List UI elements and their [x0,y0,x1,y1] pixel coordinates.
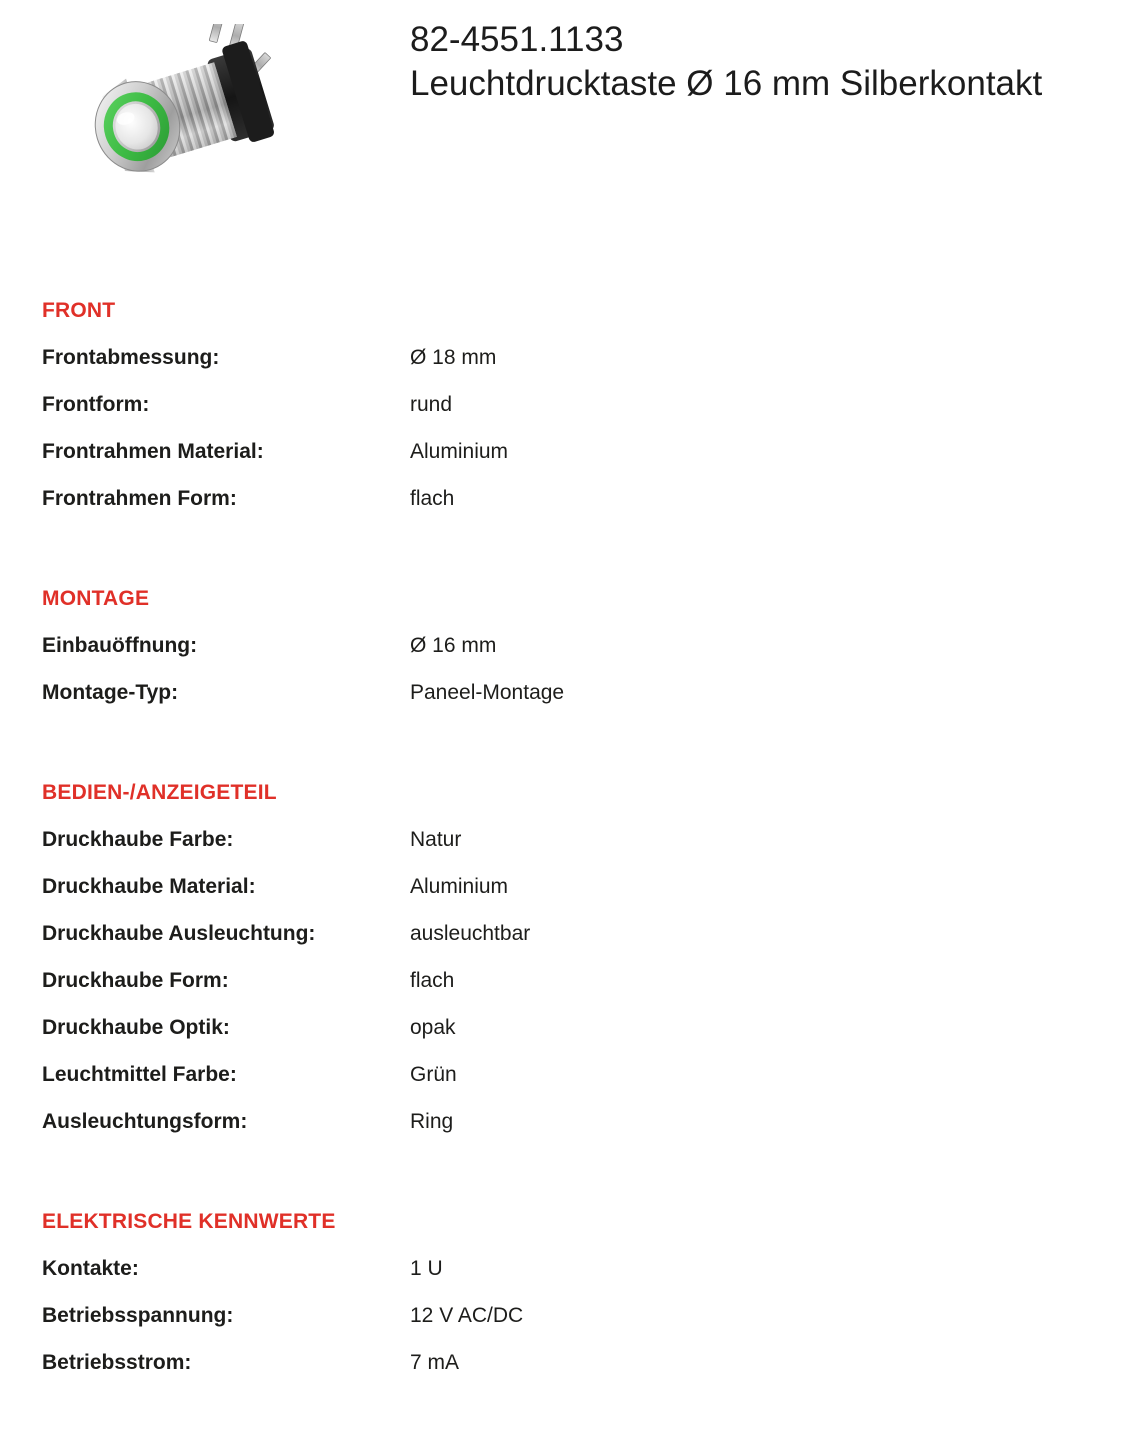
spec-row [42,970,1108,1017]
spec-row [42,1111,1108,1158]
spec-label: Leuchtmittel Farbe: [42,1063,237,1086]
spec-label: Druckhaube Farbe: [42,828,234,851]
spec-value: Grün [410,1063,457,1086]
spec-label: Frontrahmen Material: [42,440,264,463]
spec-value: 12 V AC/DC [410,1304,524,1327]
spec-section [42,588,1108,729]
spec-label: Betriebsstrom: [42,1351,192,1374]
section-heading: FRONT [42,299,116,322]
spec-label: Frontabmessung: [42,346,220,369]
spec-value: Ring [410,1110,454,1133]
spec-row [42,1305,1108,1352]
spec-value: flach [410,487,455,510]
spec-label: Druckhaube Form: [42,969,229,992]
spec-row [42,394,1108,441]
spec-value: rund [410,393,453,416]
section-heading: BEDIEN-/ANZEIGETEIL [42,781,277,804]
spec-row [42,682,1108,729]
spec-label: Frontrahmen Form: [42,487,237,510]
spec-value: opak [410,1016,456,1039]
spec-label: Montage-Typ: [42,681,179,704]
pushbutton-illustration [82,24,277,192]
spec-value: Ø 18 mm [410,346,497,369]
spec-value: Natur [410,828,462,851]
spec-value: ausleuchtbar [410,922,531,945]
spec-section [42,782,1108,1158]
spec-value: Aluminium [410,875,509,898]
spec-row [42,923,1108,970]
spec-section [42,300,1108,535]
section-heading: MONTAGE [42,587,150,610]
spec-label: Druckhaube Ausleuchtung: [42,922,316,945]
spec-value: Paneel-Montage [410,681,565,704]
spec-label: Einbauöffnung: [42,634,198,657]
spec-value: 1 U [410,1257,443,1280]
terminal-pin [209,24,224,43]
page-title [410,18,1118,106]
spec-row [42,347,1108,394]
product-name: Leuchtdrucktaste Ø 16 mm Silberkontakt [410,64,1043,103]
spec-row [42,1064,1108,1111]
spec-label: Druckhaube Optik: [42,1016,230,1039]
spec-section [42,1211,1108,1399]
spec-value: flach [410,969,455,992]
spec-label: Frontform: [42,393,150,416]
spec-value: 7 mA [410,1351,460,1374]
spec-row [42,829,1108,876]
spec-row [42,488,1108,535]
spec-value: Aluminium [410,440,509,463]
spec-row [42,1352,1108,1399]
section-heading: ELEKTRISCHE KENNWERTE [42,1210,336,1233]
spec-label: Druckhaube Material: [42,875,256,898]
spec-row [42,876,1108,923]
product-image [82,24,277,192]
spec-label: Ausleuchtungsform: [42,1110,248,1133]
spec-value: Ø 16 mm [410,634,497,657]
spec-row [42,1258,1108,1305]
spec-row [42,441,1108,488]
pushbutton-body-group [82,24,277,186]
spec-row [42,1017,1108,1064]
spec-row [42,635,1108,682]
spec-sections [42,300,1108,1452]
spec-label: Kontakte: [42,1257,139,1280]
product-code: 82-4551.1133 [410,20,624,59]
spec-label: Betriebsspannung: [42,1304,234,1327]
